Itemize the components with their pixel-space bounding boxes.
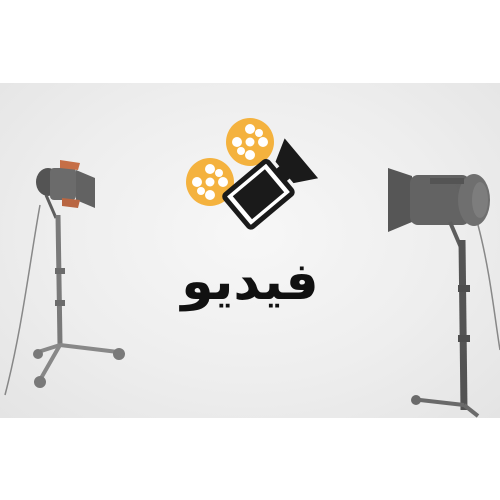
video-title: فيديو: [181, 252, 319, 312]
film-reel-large-icon: [226, 118, 274, 166]
right-studio-light-icon: [388, 168, 500, 416]
left-studio-light-icon: [5, 160, 125, 395]
video-camera-icon: [180, 115, 320, 235]
